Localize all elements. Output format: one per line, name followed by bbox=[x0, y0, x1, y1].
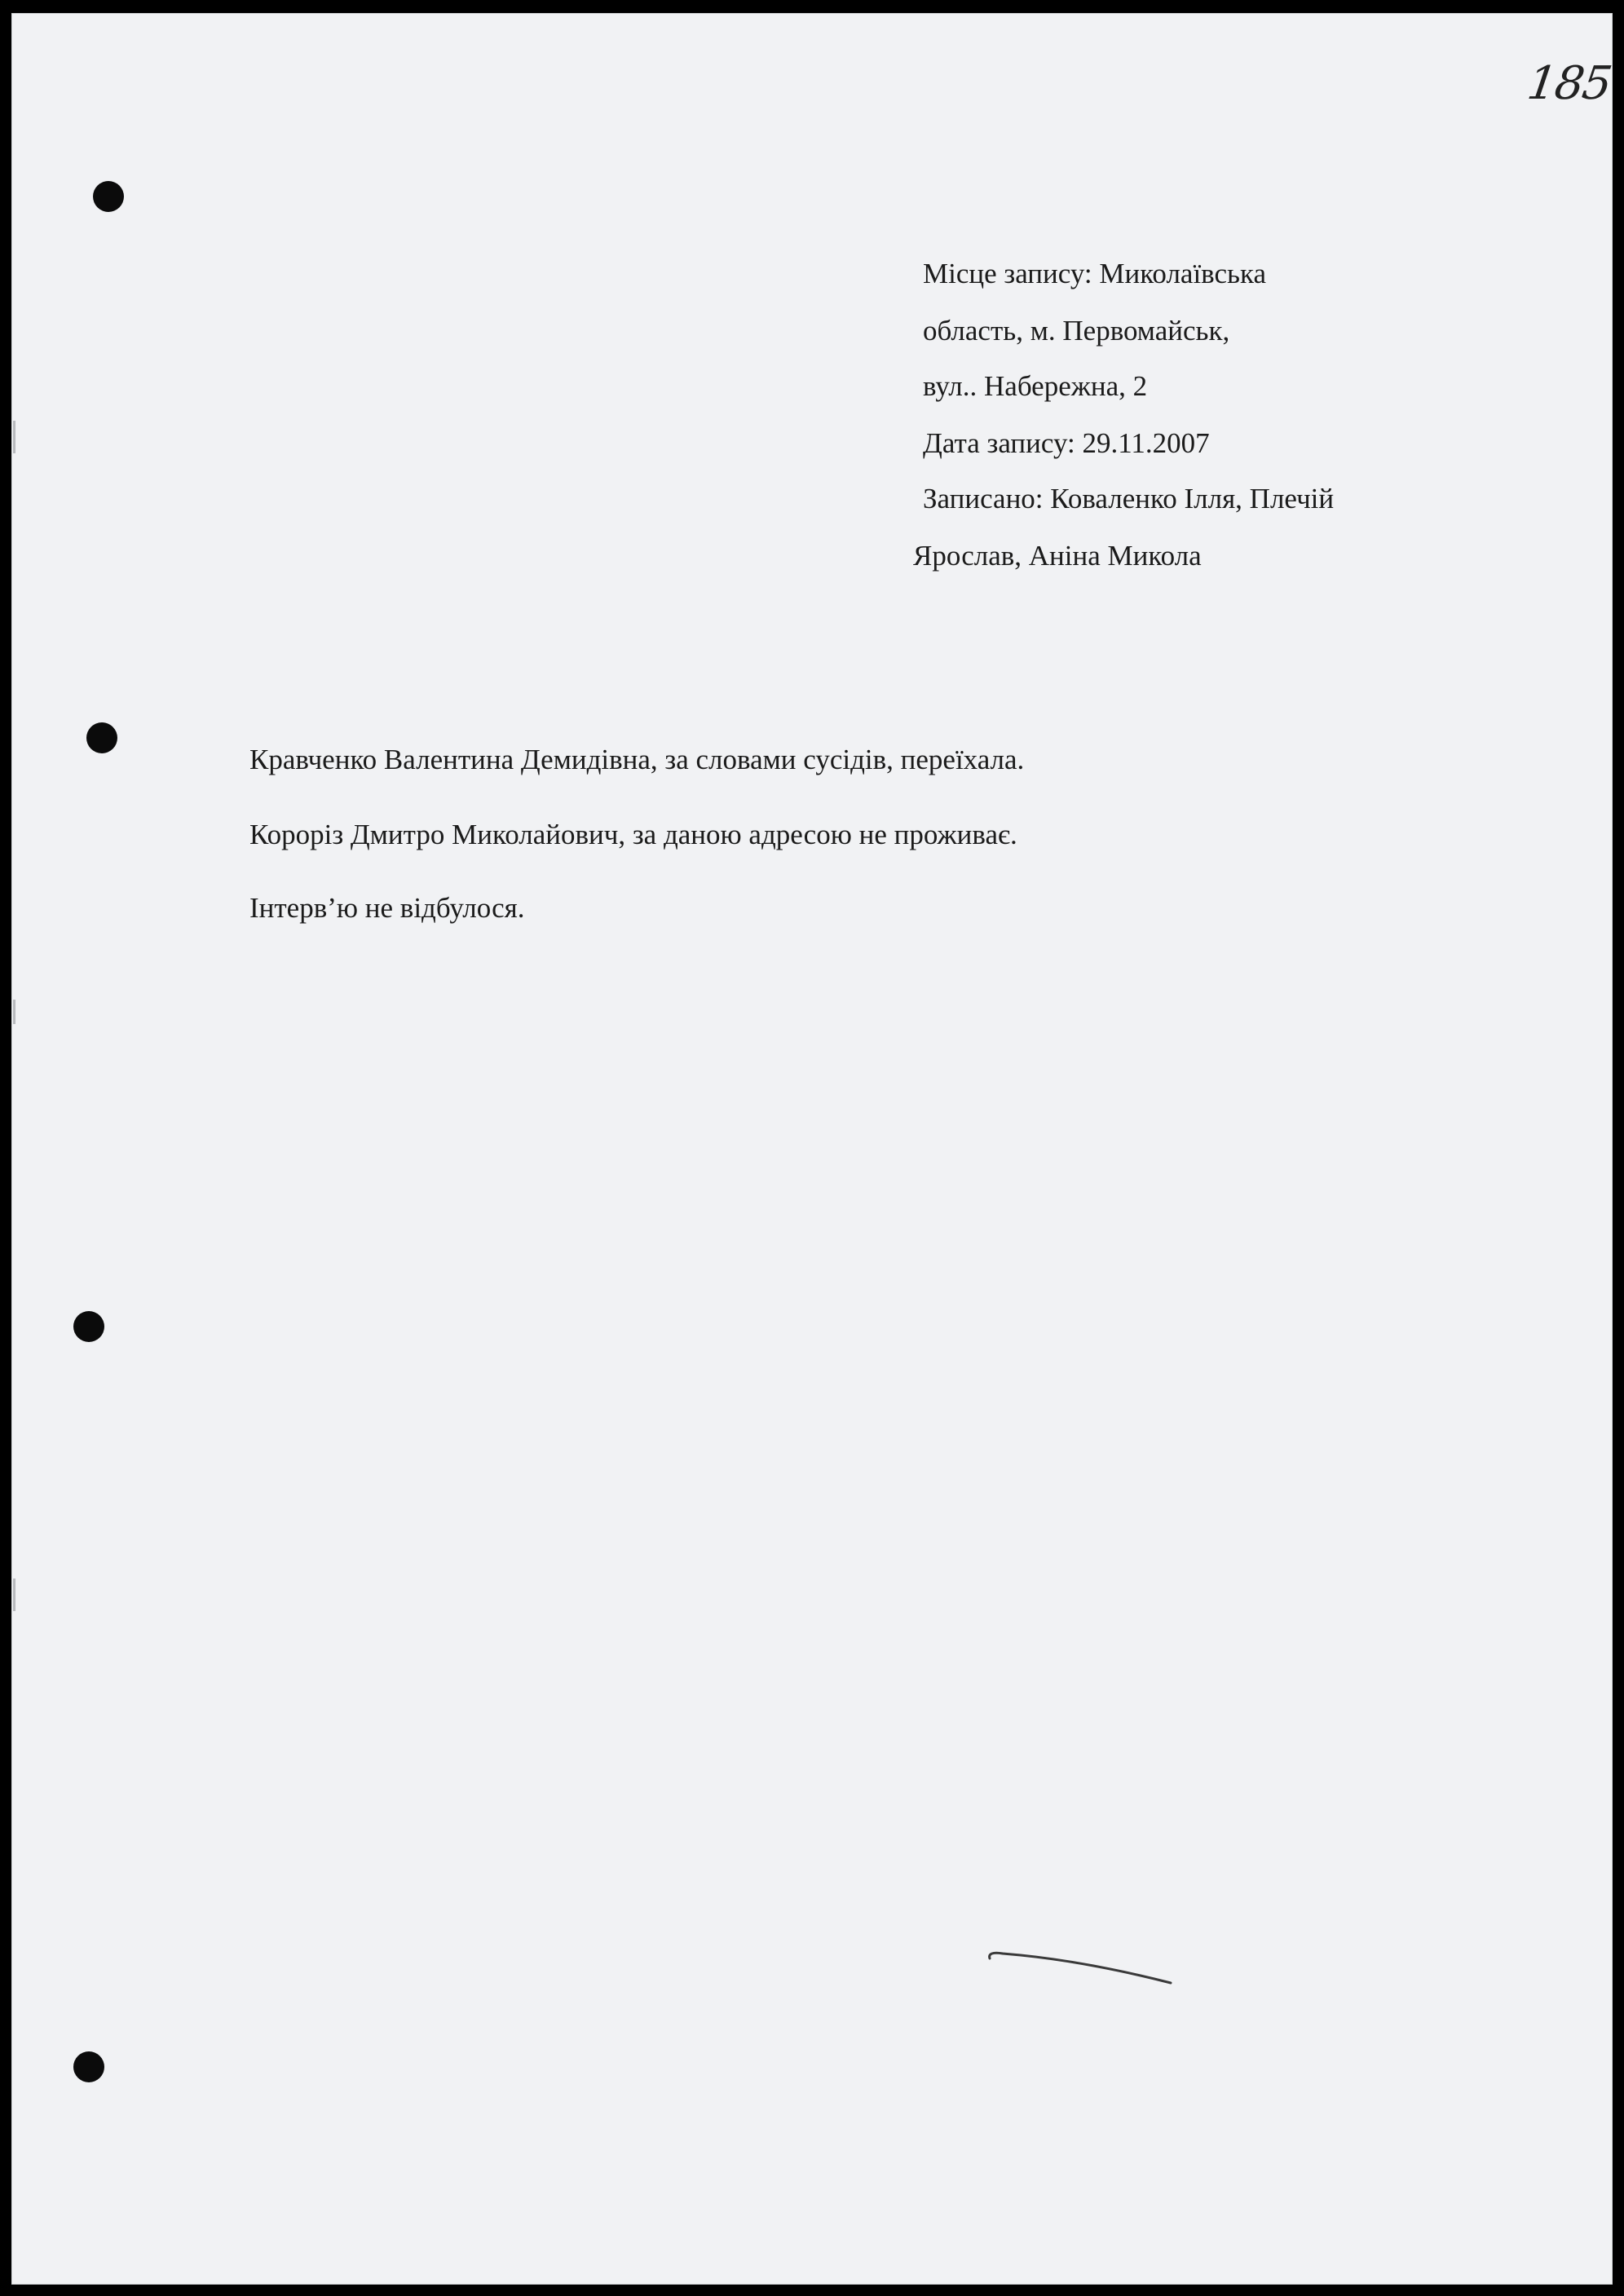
paragraph-kravchenko: Кравченко Валентина Демидівна, за словами сусідів, переїхала. bbox=[249, 744, 1025, 775]
header-line-street: вул.. Набережна, 2 bbox=[923, 370, 1148, 402]
header-line-region: область, м. Первомайськ, bbox=[923, 315, 1230, 347]
header-line-recorded-by-cont: Ярослав, Аніна Микола bbox=[913, 540, 1202, 572]
edge-speck bbox=[13, 421, 15, 453]
header-line-recording-date: Дата запису: 29.11.2007 bbox=[923, 427, 1210, 459]
signature-stroke bbox=[986, 1944, 1182, 1993]
punch-hole-3 bbox=[73, 1311, 104, 1342]
punch-hole-2 bbox=[86, 722, 117, 753]
paragraph-kororiz: Короріз Дмитро Миколайович, за даною адресою не проживає. bbox=[249, 819, 1017, 850]
document-page bbox=[11, 13, 1613, 2285]
paragraph-no-interview: Інтерв’ю не відбулося. bbox=[249, 892, 525, 924]
punch-hole-1 bbox=[93, 181, 124, 212]
punch-hole-4 bbox=[73, 2051, 104, 2082]
header-line-recorded-by: Записано: Коваленко Ілля, Плечій bbox=[923, 483, 1335, 514]
edge-speck bbox=[13, 1578, 15, 1611]
page-number: 185 bbox=[1524, 57, 1614, 110]
header-line-recording-place: Місце запису: Миколаївська bbox=[923, 258, 1267, 289]
edge-speck bbox=[13, 1000, 15, 1024]
